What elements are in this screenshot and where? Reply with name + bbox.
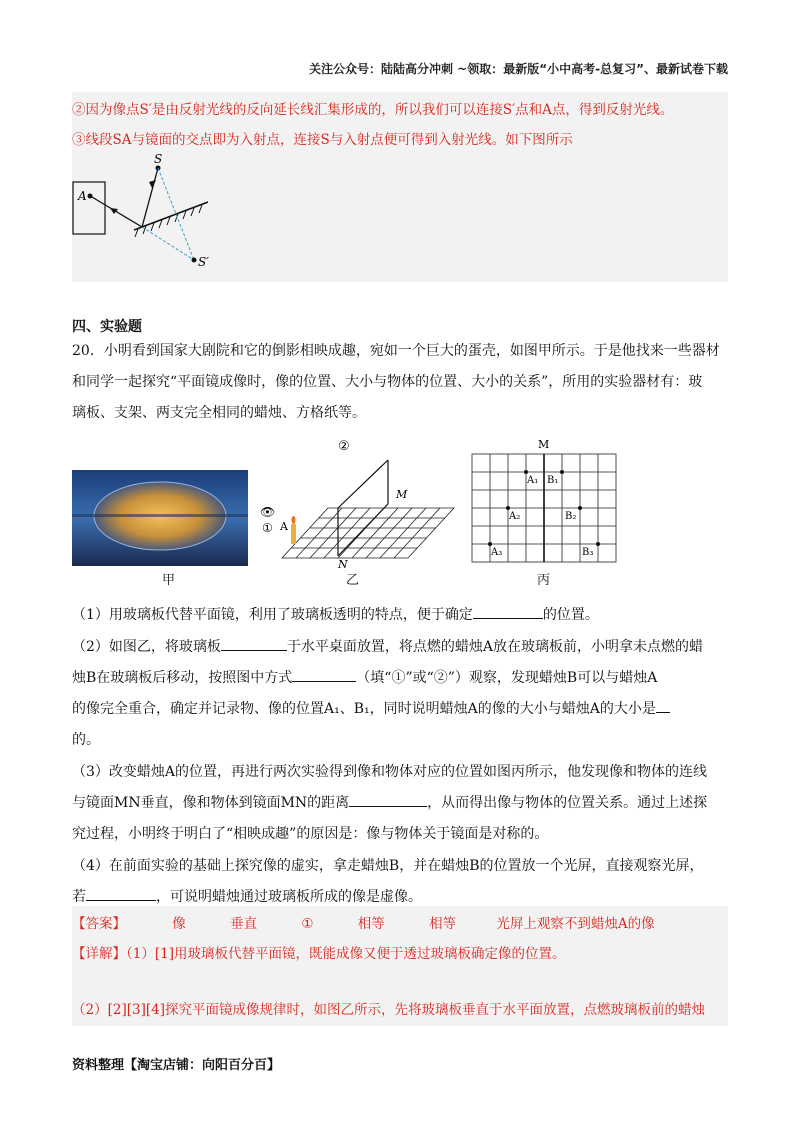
question-intro-1: 20．小明看到国家大剧院和它的倒影相映成趣，宛如一个巨大的蛋壳，如图甲所示。于是他找来一些器材: [72, 343, 720, 359]
label-A: A: [280, 520, 288, 533]
label-A2: A₂: [509, 511, 521, 522]
q2-text-c: 烛B在玻璃板后移动，按照图中方式: [72, 670, 293, 686]
answer-line: [72, 908, 655, 940]
question-2-line3: [72, 698, 730, 718]
blank-1[interactable]: [473, 604, 543, 619]
question-1: [72, 604, 730, 624]
blank-2[interactable]: [221, 636, 287, 651]
figure-bing-caption: 丙: [537, 573, 551, 588]
blank-3[interactable]: [292, 667, 356, 682]
q2-text-d: （填“①”或“②”）观察，发现蜡烛B可以与蜡烛A: [356, 670, 658, 686]
incident-ray: [142, 168, 158, 227]
blank-6[interactable]: [86, 886, 156, 901]
answer-item: 相等: [357, 916, 385, 932]
candle-A: [291, 524, 296, 544]
reflected-ray: [92, 197, 142, 227]
blank-4[interactable]: [656, 698, 670, 713]
label-M: M: [538, 438, 550, 451]
point-S-prime: [192, 258, 197, 263]
q3-text-b: 与镜面MN垂直，像和物体到镜面MN的距离: [72, 795, 350, 811]
label-A1: A₁: [527, 475, 539, 486]
label-M: M: [396, 488, 408, 501]
label-A3: A₃: [491, 547, 503, 558]
reflected-arrow: [110, 208, 118, 214]
figure-bing-grid: [470, 436, 620, 570]
q4-text-c: ，可说明蜡烛通过玻璃板所成的像是虚像。: [156, 889, 422, 905]
q2-text-e: 的像完全重合，确定并记录物、像的位置A₁、B₁，同时说明蜡烛A的像的大小与蜡烛A的大小是: [72, 701, 656, 717]
question-2-line2: [72, 667, 730, 687]
answer-label: 【答案】: [72, 916, 126, 932]
q1-text-b: 的位置。: [542, 607, 599, 623]
eye-icon: 👁: [260, 505, 276, 519]
q4-text-a: （4）在前面实验的基础上探究像的虚实，拿走蜡烛B，并在蜡烛B的位置放一个光屏，直接观察光屏，: [72, 858, 704, 874]
virtual-ray-from-A: [142, 227, 194, 260]
blank-5[interactable]: [349, 792, 427, 807]
label-B1: B₁: [547, 475, 559, 486]
prev-answer-line2: ②因为像点S′是由反射光线的反向延长线汇集形成的，所以我们可以连接S′点和A点，得到反射光线。: [72, 102, 674, 118]
question-2-line1: [72, 636, 730, 656]
q2-text-a: （2）如图乙，将玻璃板: [72, 639, 221, 655]
q4-text-b: 若: [72, 889, 86, 905]
label-S: S: [154, 152, 163, 166]
detail-text-1: （1）[1]用玻璃板代替平面镜，既能成像又便于透过玻璃板确定像的位置。: [126, 946, 566, 962]
question-4-line2: [72, 886, 730, 906]
grid-paper: [282, 508, 454, 558]
mirror-hatching: [135, 205, 202, 237]
answer-item: 光屏上观察不到蜡烛A的像: [496, 916, 655, 932]
detail-text-2: （2）[2][3][4]探究平面镜成像规律时，如图乙所示，先将玻璃板垂直于水平面放置，点燃玻璃板前的蜡烛: [72, 1002, 705, 1018]
label-S-prime: S′: [198, 255, 209, 269]
candle-flame: [292, 516, 296, 524]
section-title: 四、实验题: [72, 319, 142, 335]
detail-label: 【详解】: [72, 946, 126, 962]
figure-jia-caption: 甲: [162, 573, 176, 588]
label-A: A: [78, 189, 87, 203]
label-circle1: ①: [262, 521, 273, 535]
question-3-line2: [72, 792, 730, 812]
question-intro-2: 和同学一起探究“平面镜成像时，像的位置、大小与物体的位置、大小的关系”，所用的实验器材有：玻: [72, 374, 703, 390]
question-intro-3: 璃板、支架、两支完全相同的蜡烛、方格纸等。: [72, 405, 366, 421]
mirror-reflection-figure: [72, 152, 212, 274]
answer-item: 像: [172, 916, 186, 932]
page-footer: 资料整理【淘宝店铺：向阳百分百】: [72, 1058, 281, 1073]
prev-answer-line3: ③线段SA与镜面的交点即为入射点，连接S与入射点便可得到入射光线。如下图所示: [72, 132, 573, 148]
point-A: [88, 194, 93, 199]
q3-text-d: 究过程，小明终于明白了“相映成趣”的原因是：像与物体关于镜面是对称的。: [72, 826, 549, 842]
label-B2: B₂: [565, 511, 577, 522]
label-circle2: ②: [338, 439, 350, 454]
figure-yi-caption: 乙: [346, 573, 360, 588]
page-header: 关注公众号：陆陆高分冲刺 ~领取：最新版“小中高考-总复习”、最新试卷下载: [309, 62, 728, 76]
answer-item: 相等: [429, 916, 457, 932]
q3-text-c: ，从而得出像与物体的位置关系。通过上述探: [427, 795, 708, 811]
incident-arrow: [149, 180, 156, 188]
q1-text-a: （1）用玻璃板代替平面镜，利用了玻璃板透明的特点，便于确定: [72, 607, 473, 623]
label-B3: B₃: [582, 547, 594, 558]
q3-text-a: （3）改变蜡烛A的位置，再进行两次实验得到像和物体对应的位置如图丙所示，他发现像和物体的连线: [72, 764, 708, 780]
figure-yi-setup: [258, 436, 458, 574]
answer-item: ①: [301, 916, 314, 932]
q2-text-b: 于水平桌面放置，将点燃的蜡烛A放在玻璃板前，小明拿未点燃的蜡: [286, 639, 704, 655]
label-N: N: [338, 558, 348, 571]
q2-text-f: 的。: [72, 732, 100, 748]
detail-line-1: [72, 938, 565, 970]
answer-item: 垂直: [230, 916, 258, 932]
figure-jia-photo: [72, 470, 248, 566]
